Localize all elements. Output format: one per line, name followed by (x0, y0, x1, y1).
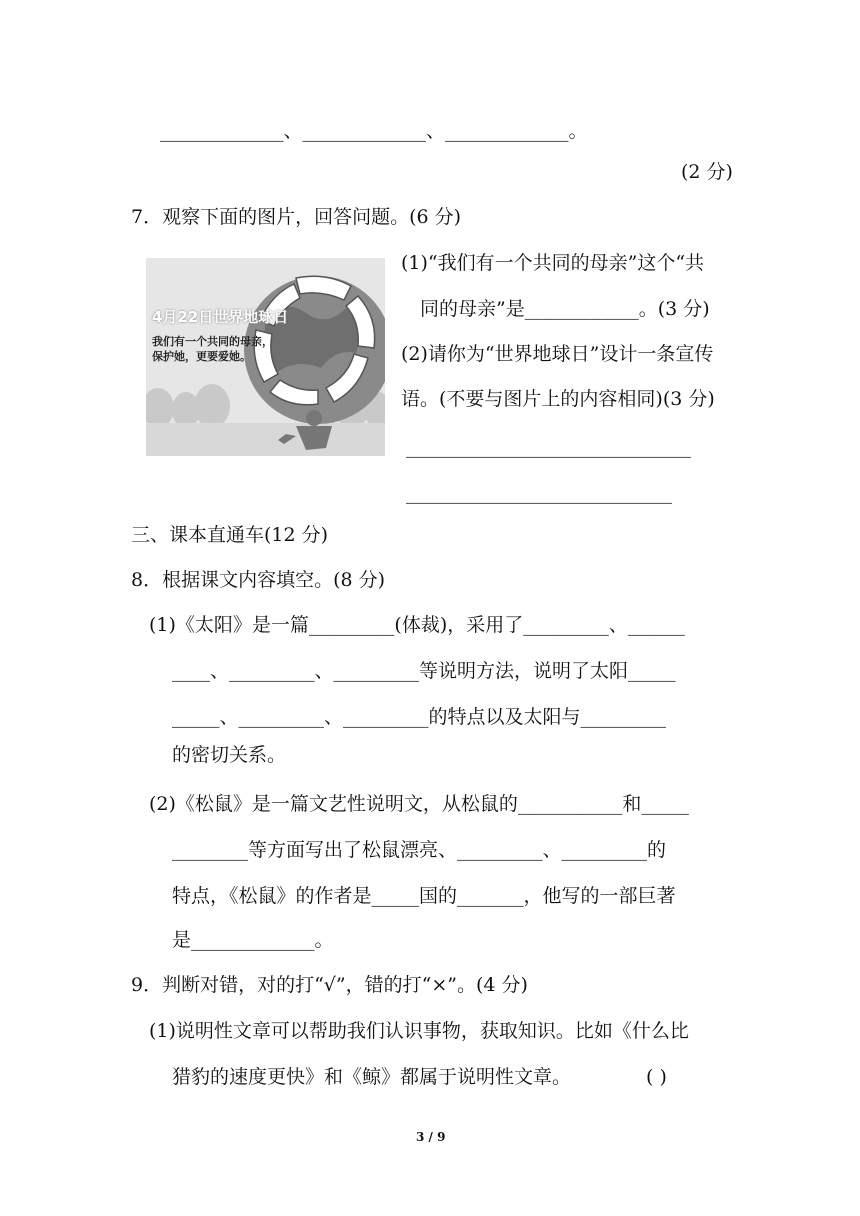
q8-p1-line4: 的密切关系。 (172, 744, 287, 766)
q7-sub1-line2: 同的母亲”是____________。(3 分) (420, 298, 710, 320)
q7-answer-line1[interactable]: ______________________________ (406, 436, 691, 458)
q7-sub2-line1: (2)请你为“世界地球日”设计一条宣传 (401, 343, 714, 365)
q7-sub2-line2: 语。(不要与图片上的内容相同)(3 分) (401, 388, 715, 410)
q8-p1-line3: _____、_________、_________的特点以及太阳与_________ (172, 706, 667, 728)
q8-title: 8．根据课文内容填空。(8 分) (131, 569, 386, 591)
figure-slogan-line2: 保护她，更要爱她。 (152, 350, 251, 363)
q6-points: (2 分) (681, 161, 733, 183)
blanks-row: _____________、_____________、_____________。 (160, 120, 588, 142)
q7-sub1-line1: (1)“我们有一个共同的母亲”这个“共 (401, 252, 705, 274)
earth-day-image (146, 258, 385, 456)
q8-p2-line2: ________等方面写出了松鼠漂亮、_________、_________的 (172, 839, 667, 861)
page-number: 3 / 9 (416, 1130, 446, 1144)
q7-answer-line2[interactable]: ____________________________ (406, 482, 672, 504)
figure-title: 4月22日世界地球日 (152, 308, 289, 326)
q7-title: 7．观察下面的图片，回答问题。(6 分) (131, 206, 462, 228)
q8-p1-line1: (1)《太阳》是一篇_________(体裁)，采用了_________、______ (149, 614, 685, 636)
q9-p1-line2: 猎豹的速度更快》和《鲸》都属于说明性文章。 (172, 1066, 572, 1088)
q8-p2-line4: 是_____________。 (172, 929, 334, 951)
q9-p1-answer-paren[interactable]: ( ) (646, 1066, 667, 1088)
figure-slogan-line1: 我们有一个共同的母亲， (152, 335, 273, 348)
q9-title: 9．判断对错，对的打“√”，错的打“×”。(4 分) (131, 974, 528, 996)
section-3-heading: 三、课本直通车(12 分) (131, 524, 329, 546)
q8-p1-line2: ____、_________、_________等说明方法，说明了太阳_____ (172, 660, 676, 682)
q8-p2-line3: 特点，《松鼠》的作者是_____国的_______，他写的一部巨著 (172, 885, 676, 907)
q8-p2-line1: (2)《松鼠》是一篇文艺性说明文，从松鼠的___________和_____ (149, 793, 689, 815)
figure-slogan (152, 334, 273, 364)
q9-p1-line1: (1)说明性文章可以帮助我们认识事物，获取知识。比如《什么比 (149, 1020, 689, 1042)
